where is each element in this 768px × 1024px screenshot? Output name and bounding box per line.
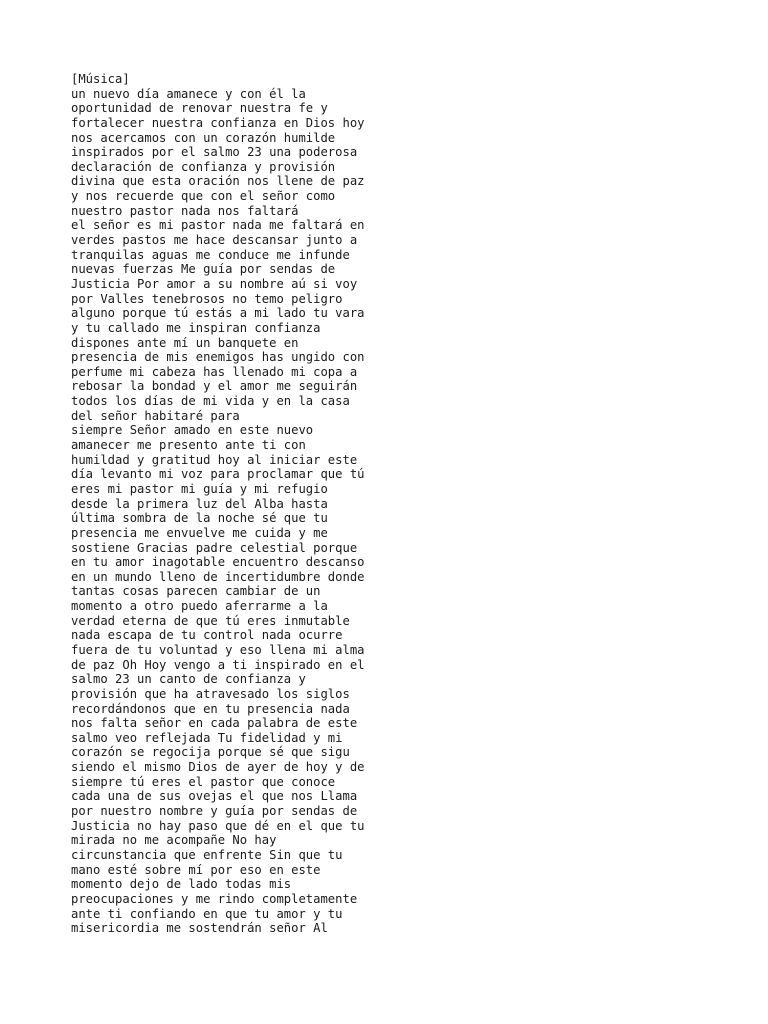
transcript-line: inspirados por el salmo 23 una poderosa [71,145,358,160]
transcript-line: divina que esta oración nos llene de paz [71,174,365,189]
transcript-line: siendo el mismo Dios de ayer de hoy y de [71,760,365,775]
transcript-line: salmo 23 un canto de confianza y [71,672,306,687]
transcript-line: y nos recuerde que con el señor como [71,189,336,204]
transcript-line: día levanto mi voz para proclamar que tú [71,467,365,482]
transcript-line: por nuestro nombre y guía por sendas de [71,804,358,819]
transcript-line: sostiene Gracias padre celestial porque [71,540,358,555]
transcript-line: ante ti confiando en que tu amor y tu [71,906,343,921]
transcript-line: tantas cosas parecen cambiar de un [71,584,321,599]
transcript-line: nos acercamos con un corazón humilde [71,130,336,145]
transcript-line: siempre Señor amado en este nuevo [71,423,314,438]
transcript-line: y tu callado me inspiran confianza [71,320,321,335]
transcript-line: en tu amor inagotable encuentro descanso [71,555,365,570]
transcript-line: provisión que ha atravesado los siglos [71,686,350,701]
transcript-line: en un mundo lleno de incertidumbre donde [71,569,365,584]
transcript-line: corazón se regocija porque sé que sigu [71,745,350,760]
transcript-line: alguno porque tú estás a mi lado tu vara [71,306,365,321]
transcript-line: verdes pastos me hace descansar junto a [71,233,358,248]
transcript-line: fortalecer nuestra confianza en Dios hoy [71,115,365,130]
transcript-line: un nuevo día amanece y con él la [71,86,306,101]
transcript-line: mirada no me acompañe No hay [71,833,277,848]
transcript-line: cada una de sus ovejas el que nos Llama [71,789,358,804]
transcript-line: perfume mi cabeza has llenado mi copa a [71,364,358,379]
transcript-line: salmo veo reflejada Tu fidelidad y mi [71,730,343,745]
transcript-line: nada escapa de tu control nada ocurre [71,628,343,643]
transcript-line: presencia me envuelve me cuida y me [71,525,328,540]
transcript-text [71,72,751,936]
transcript-line: desde la primera luz del Alba hasta [71,496,328,511]
transcript-line: oportunidad de renovar nuestra fe y [71,101,328,116]
transcript-line: rebosar la bondad y el amor me seguirán [71,379,358,394]
transcript-line: amanecer me presento ante ti con [71,438,306,453]
transcript-line: circunstancia que enfrente Sin que tu [71,847,343,862]
transcript-line: momento dejo de lado todas mis [71,877,292,892]
transcript-line: nos falta señor en cada palabra de este [71,716,358,731]
transcript-line: presencia de mis enemigos has ungido con [71,350,365,365]
transcript-line: recordándonos que en tu presencia nada [71,701,350,716]
transcript-line: momento a otro puedo aferrarme a la [71,599,328,614]
transcript-line: verdad eterna de que tú eres inmutable [71,613,350,628]
transcript-line: Justicia no hay paso que dé en el que tu [71,818,365,833]
transcript-line: tranquilas aguas me conduce me infunde [71,247,350,262]
transcript-line: declaración de confianza y provisión [71,159,336,174]
transcript-page [71,72,751,936]
transcript-line: nuestro pastor nada nos faltará [71,203,299,218]
transcript-line: mano esté sobre mí por eso en este [71,862,321,877]
transcript-line: fuera de tu voluntad y eso llena mi alma [71,642,365,657]
transcript-line: por Valles tenebrosos no temo peligro [71,291,343,306]
transcript-line: de paz Oh Hoy vengo a ti inspirado en el [71,657,365,672]
transcript-line: Justicia Por amor a su nombre aú si voy [71,276,358,291]
transcript-line: nuevas fuerzas Me guía por sendas de [71,262,336,277]
transcript-line: [Música] [71,72,130,86]
transcript-line: misericordia me sostendrán señor Al [71,921,328,936]
transcript-line: del señor habitaré para [71,408,240,423]
transcript-line: última sombra de la noche sé que tu [71,511,328,526]
transcript-line: siempre tú eres el pastor que conoce [71,774,336,789]
transcript-line: dispones ante mí un banquete en [71,335,299,350]
transcript-line: humildad y gratitud hoy al iniciar este [71,452,358,467]
transcript-line: todos los días de mi vida y en la casa [71,394,350,409]
transcript-line: el señor es mi pastor nada me faltará en [71,218,365,233]
transcript-line: preocupaciones y me rindo completamente [71,891,358,906]
transcript-line: eres mi pastor mi guía y mi refugio [71,481,328,496]
